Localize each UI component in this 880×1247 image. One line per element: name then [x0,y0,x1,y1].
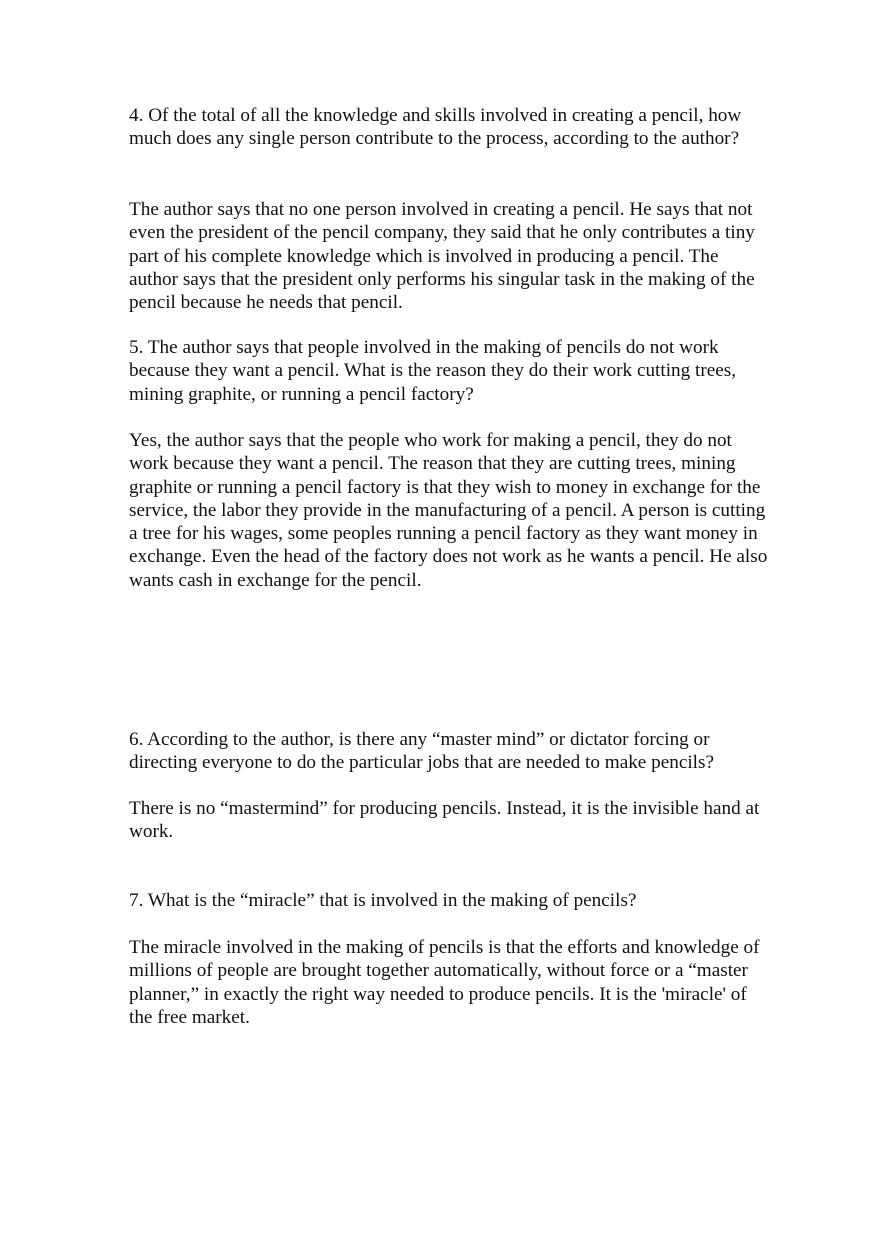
question-5: 5. The author says that people involved in the making of pencils do not work because they want a pencil. What is the reason they do their work cutting trees, mining graphite, or running a pencil factory? [129,337,737,405]
question-6: 6. According to the author, is there any “master mind” or dictator forcing or directing everyone to do the particular jobs that are needed to make pencils? [129,729,714,774]
answer-5: Yes, the author says that the people who work for making a pencil, they do not work because they want a pencil. The reason that they are cutting trees, mining graphite or running a pencil factory is that they wish to money in exchange for the service, the labor they provide in the manufacturing of a pencil. A person is cutting a tree for his wages, some peoples running a pencil factory as they want money in exchange. Even the head of the factory does not work as he wants a pencil. He also wants cash in exchange for the pencil. [129,430,768,591]
question-4: 4. Of the total of all the knowledge and skills involved in creating a pencil, how much does any single person contribute to the process, according to the author? [129,105,742,150]
question-7: 7. What is the “miracle” that is involved in the making of pencils? [129,890,637,911]
answer-4: The author says that no one person involved in creating a pencil. He says that not even the president of the pencil company, they said that he only contributes a tiny part of his complete knowledge which is involved in producing a pencil. The author says that the president only performs his singular task in the making of the pencil because he needs that pencil. [129,199,755,314]
answer-6: There is no “mastermind” for producing pencils. Instead, it is the invisible hand at work. [129,798,760,843]
answer-7: The miracle involved in the making of pencils is that the efforts and knowledge of millions of people are brought together automatically, without force or a “master planner,” in exactly the right way needed to produce pencils. It is the 'miracle' of the free market. [129,937,760,1028]
